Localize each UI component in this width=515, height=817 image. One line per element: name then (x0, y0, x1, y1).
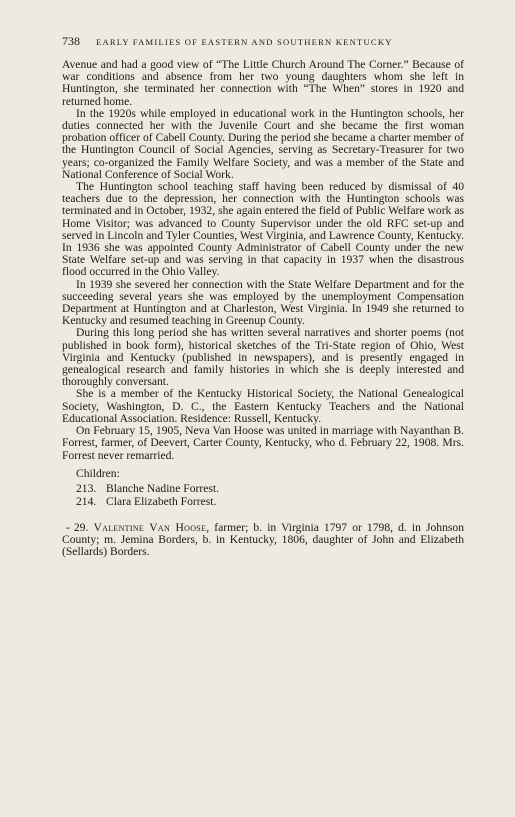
child-name: Blanche Nadine Forrest. (106, 481, 220, 495)
entry-name: Valentine Van Hoose (93, 520, 207, 534)
paragraph: On February 15, 1905, Neva Van Hoose was united in marriage with Nayanthan B. Forrest, farmer, of Deevert, Carter County, Kentucky, who d. February 22, 1908. Mrs. Forrest never remarried. (62, 424, 464, 462)
list-item (62, 495, 464, 508)
paragraph: She is a member of the Kentucky Historical Society, the National Genealogical Society, Washington, D. C., the Eastern Kentucky Teachers and the National Educational Association. Residence: Russell, Kentucky. (62, 387, 464, 425)
children-heading: Children: (76, 466, 120, 480)
running-head (62, 34, 464, 49)
body-text (62, 59, 464, 559)
running-title: EARLY FAMILIES OF EASTERN AND SOUTHERN KENTUCKY (96, 37, 393, 47)
list-item (62, 482, 464, 495)
paragraph: In 1939 she severed her connection with the State Welfare Department and for the succeeding several years she was employed by the unemployment Compensation Department at Huntington and at Charleston, West Virginia. In 1949 she returned to Kentucky and resumed teaching in Greenup County. (62, 277, 464, 328)
paragraph: The Huntington school teaching staff having been reduced by dismissal of 40 teachers due to the depression, her connection with the Huntington schools was terminated and in October, 1932, she again entered the field of Public Welfare work as Home Visitor; was advanced to County Supervisor under the old RFC set-up and served in Lincoln and Tyler Counties, West Virginia, and Lawrence County, Kentucky. In 1936 she was appointed County Administrator of Cabell County under the new State Welfare set-up and was serving in that capacity in 1937 when the disastrous flood occurred in the Ohio Valley. (62, 180, 464, 279)
entry-marker: - (66, 520, 70, 534)
genealogy-entry (62, 522, 464, 559)
paragraph: In the 1920s while employed in educational work in the Huntington schools, her duties connected her with the Juvenile Court and she became the first woman probation officer of Cabell County. During the period she became a charter member of the Huntington Council of Social Agencies, serving as Secretary-Treasurer for two years; co-organized the Family Welfare Society, and was a member of the State and National Conference of Social Work. (62, 106, 464, 181)
children-list (62, 482, 464, 508)
paragraph: Avenue and had a good view of “The Little Church Around The Corner.” Because of war conditions and absence from her two young daughters whom she left in Huntington, she terminated her connection with “The When” stores in 1920 and returned home. (62, 58, 464, 108)
child-name: Clara Elizabeth Forrest. (106, 494, 217, 508)
entry-text: , farmer; b. in Virginia 1797 or 1798, d. in Johnson County; m. Jemina Borders, b. in Kentucky, 1806, daughter of John and Elizabeth (Sellards) Borders. (62, 520, 464, 559)
paragraph: During this long period she has written several narratives and shorter poems (not published in book form), historical sketches of the Tri-State region of Ohio, West Virginia and Kentucky (published in newspapers), and is presently engaged in genealogical research and family histories in which she is deeply interested and thoroughly conversant. (62, 326, 464, 389)
entry-number: 29. (73, 520, 89, 534)
page-number: 738 (62, 34, 80, 48)
child-number: 214. (76, 494, 97, 508)
child-number: 213. (76, 481, 97, 495)
